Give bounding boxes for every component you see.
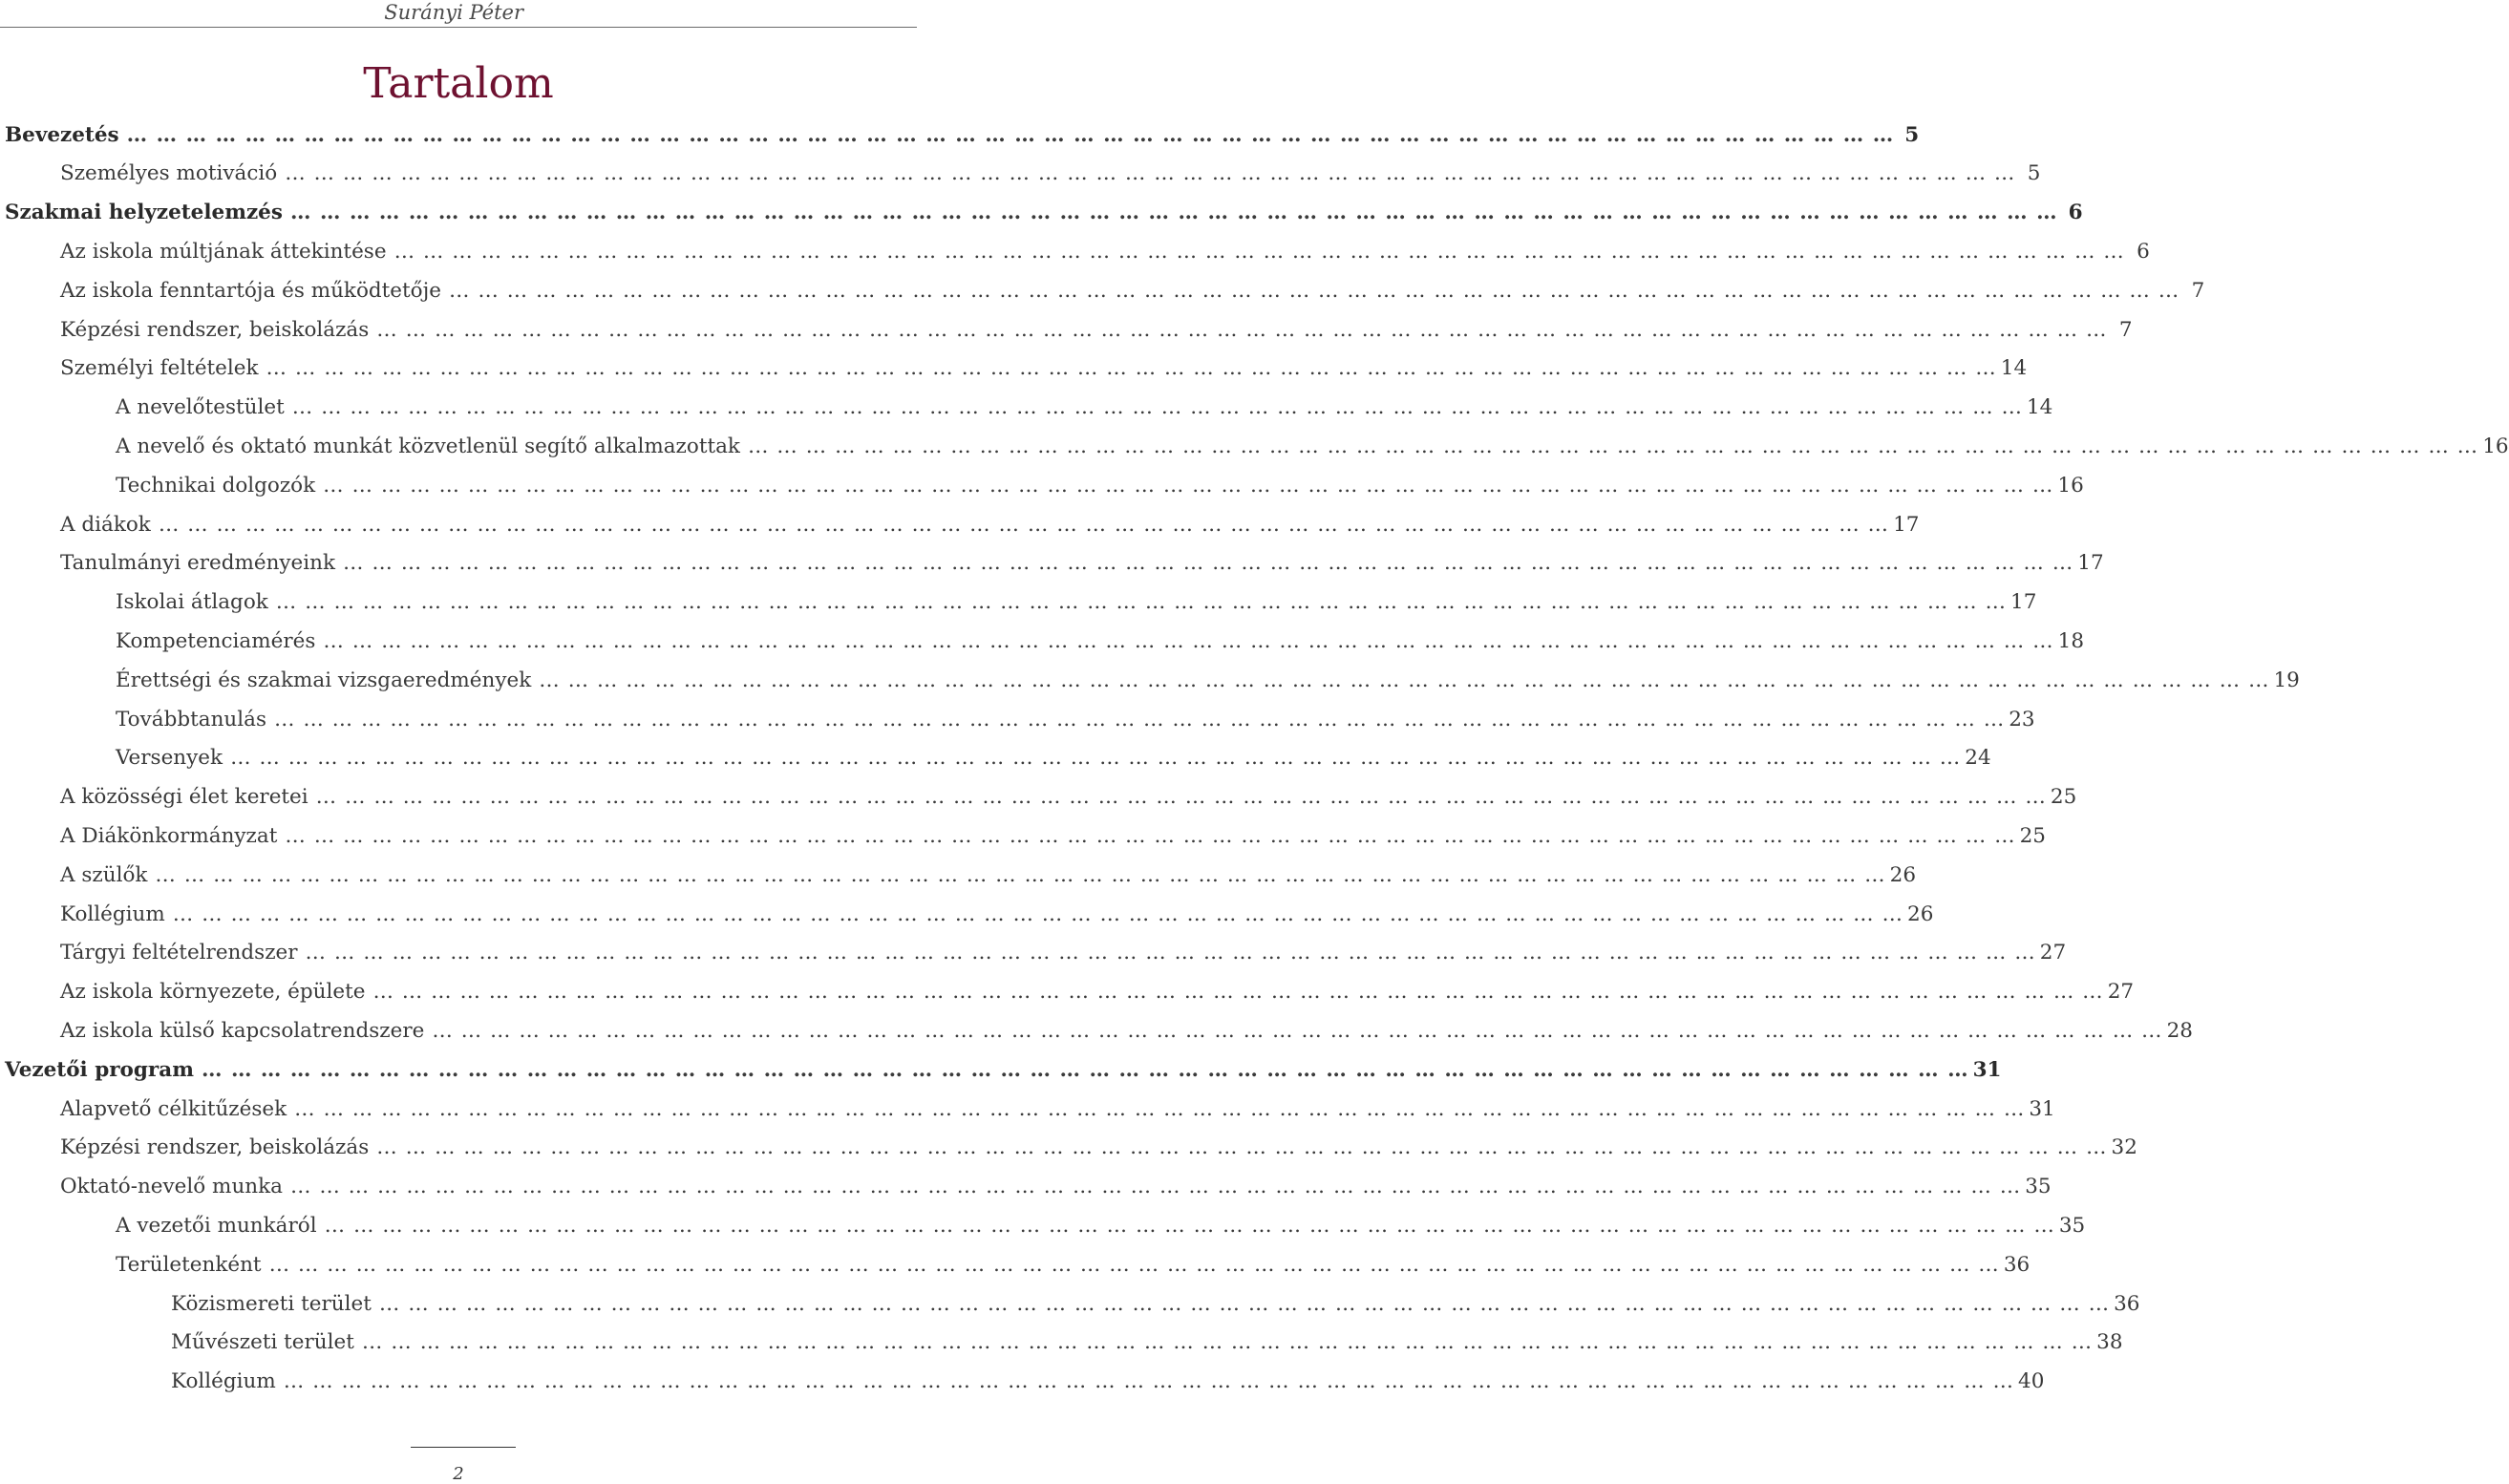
page-header — [0, 0, 917, 28]
toc-entry-page: 14 — [2026, 395, 2053, 420]
toc-entry[interactable] — [0, 1090, 2055, 1129]
toc-entry-page: 36 — [2114, 1291, 2140, 1316]
toc-entry[interactable] — [0, 505, 1920, 544]
toc-leader-dots: … … … … … … … … … … … … … … … … … … … … … … … … … … … … … … … … … … … … … … … … … … … … … … … … … … … … … … … … … … … … — [323, 473, 2054, 498]
toc-entry-page: 7 — [2191, 278, 2205, 303]
toc-leader-dots: … … … … … … … … … … … … … … … … … … … … … … … … … … … … … … … … … … … … … … … … … … … … … … … … … … … … … … … … … … … … — [305, 941, 2036, 965]
toc-leader-dots: … … … … … … … … … … … … … … … … … … … … … … … … … … … … … … … … … … … … … … … … … … … … … … … … … … … … … … … … … … … … — [289, 1175, 2022, 1199]
toc-leader-dots: … … … … … … … … … … … … … … … … … … … … … … … … … … … … … … … … … … … … … … … … … … … … … … … … … … … … … … … … … … … … — [372, 980, 2104, 1005]
toc-leader-dots: … … … … … … … … … … … … … … … … … … … … … … … … … … … … … … … … … … … … … … … … … … … … … … … … … … … … … … … … … … … … — [172, 901, 1904, 926]
toc-entry-label: A nevelőtestület — [116, 395, 285, 420]
toc-leader-dots: … … … … … … … … … … … … … … … … … … … … … … … … … … … … … … … … … … … … … … … … … … … … … … … … … … … … … … … … … … … … — [283, 1369, 2015, 1394]
toc-leader-dots: … … … … … … … … … … … … … … … … … … … … … … … … … … … … … … … … … … … … … … … … … … … … … … … … … … … … … … … … … … … … — [432, 1018, 2163, 1043]
toc-entry-label: Továbbtanulás — [116, 707, 266, 731]
toc-entry-label: Személyes motiváció — [60, 161, 278, 186]
toc-leader-dots: … … … … … … … … … … … … … … … … … … … … … … … … … … … … … … … … … … … … … … … … … … … … … … … … … … … … … … … … … … … … — [285, 823, 2016, 848]
toc-entry[interactable] — [0, 934, 2067, 973]
toc-entry[interactable] — [0, 427, 2509, 466]
toc-entry[interactable] — [0, 1206, 2086, 1245]
toc-entry[interactable] — [0, 1168, 2052, 1207]
toc-leader-dots: … … … … … … … … … … … … … … … … … … … … … … … … … … … … … … … … … … … … … … … … … … … … … … … … … … … … … … … … … … … … — [275, 590, 2008, 615]
toc-entry-page: 6 — [2137, 240, 2150, 265]
toc-entry-page: 24 — [1965, 746, 1991, 771]
toc-entry-label: Érettségi és szakmai vizsgaeredmények — [116, 668, 532, 692]
toc-entry-page: 26 — [1907, 901, 1934, 926]
toc-entry-page: 26 — [1889, 862, 1917, 887]
toc-entry[interactable] — [0, 194, 2083, 233]
toc-entry-label: Személyi feltételek — [60, 356, 259, 381]
toc-entry[interactable] — [0, 856, 1917, 895]
toc-entry-page: 19 — [2273, 668, 2300, 692]
toc-entry-label: Bevezetés — [5, 122, 119, 147]
toc-leader-dots: … … … … … … … … … … … … … … … … … … … … … … … … … … … … … … … … … … … … … … … … … … … … … … … … … … … … … … … … … … … … — [201, 1057, 1969, 1082]
toc-entry[interactable] — [0, 739, 1991, 778]
toc-entry-label: Vezetői program — [5, 1057, 194, 1082]
toc-entry[interactable] — [0, 155, 2041, 194]
toc-entry-label: Közismereti terület — [171, 1291, 372, 1316]
toc-entry-page: 32 — [2111, 1135, 2137, 1160]
toc-leader-dots: … … … … … … … … … … … … … … … … … … … … … … … … … … … … … … … … … … … … … … … … … … … … … … … … … … … … … … … … … … … … — [294, 1096, 2026, 1121]
toc-entry-page: 28 — [2166, 1018, 2193, 1043]
toc-entry-page: 31 — [2029, 1096, 2055, 1121]
toc-leader-dots: … … … … … … … … … … … … … … … … … … … … … … … … … … … … … … … … … … … … … … … … … … … … … … … … … … … … … … … … … … … … — [274, 707, 2006, 731]
toc-entry-label: Képzési rendszer, beiskolázás — [60, 1135, 370, 1160]
toc-entry-page: 17 — [2010, 590, 2037, 615]
toc-entry-label: Az iskola fenntartója és működtetője — [60, 278, 442, 303]
toc-entry[interactable] — [0, 1324, 2123, 1363]
toc-entry-page: 36 — [2003, 1252, 2031, 1277]
toc-entry[interactable] — [0, 583, 2037, 623]
toc-entry-label: Iskolai átlagok — [116, 590, 268, 615]
toc-entry-page: 17 — [1893, 512, 1920, 537]
toc-leader-dots: … … … … … … … … … … … … … … … … … … … … … … … … … … … … … … … … … … … … … … … … … … … … … … … … … … … … … … … … … … … … — [376, 317, 2108, 342]
toc-entry-page: 27 — [2107, 980, 2135, 1005]
toc-leader-dots: … … … … … … … … … … … … … … … … … … … … … … … … … … … … … … … … … … … … … … … … … … … … … … … … … … … … … … … … … … … … — [449, 278, 2180, 303]
toc-entry-page: 35 — [2058, 1213, 2086, 1238]
toc-entry[interactable] — [0, 466, 2084, 505]
toc-entry-label: Szakmai helyzetelemzés — [5, 201, 283, 225]
toc-entry-label: Tanulmányi eredményeink — [60, 551, 336, 576]
table-of-contents — [0, 116, 2509, 1401]
toc-entry-page: 16 — [2482, 435, 2509, 459]
toc-entry-label: A diákok — [60, 512, 151, 537]
toc-entry-label: Kollégium — [60, 901, 165, 926]
toc-entry[interactable] — [0, 895, 1934, 934]
toc-entry-page: 38 — [2096, 1330, 2123, 1355]
toc-entry-page: 31 — [1972, 1057, 2002, 1082]
toc-leader-dots: … … … … … … … … … … … … … … … … … … … … … … … … … … … … … … … … … … … … … … … … … … … … … … … … … … … … … … … … … … … … — [361, 1330, 2094, 1355]
toc-entry-page: 7 — [2118, 317, 2133, 342]
toc-entry-page: 5 — [1904, 122, 1920, 147]
toc-entry[interactable] — [0, 1284, 2140, 1324]
toc-leader-dots: … … … … … … … … … … … … … … … … … … … … … … … … … … … … … … … … … … … … … … … … … … … … … … … … … … … … … … … … … … … … — [289, 201, 2058, 225]
toc-entry[interactable] — [0, 1011, 2193, 1050]
toc-entry-label: Alapvető célkitűzések — [60, 1096, 287, 1121]
toc-entry-label: Versenyek — [116, 746, 223, 771]
toc-entry-page: 25 — [2019, 823, 2046, 848]
toc-leader-dots: … … … … … … … … … … … … … … … … … … … … … … … … … … … … … … … … … … … … … … … … … … … … … … … … … … … … … … … … … … … … — [155, 862, 1886, 887]
toc-entry-label: Művészeti terület — [171, 1330, 354, 1355]
toc-entry-page: 5 — [2027, 161, 2041, 186]
page-number: 2 — [453, 1464, 464, 1484]
toc-leader-dots: … … … … … … … … … … … … … … … … … … … … … … … … … … … … … … … … … … … … … … … … … … … … … … … … … … … … … … … … … … … … — [393, 240, 2125, 265]
toc-entry-label: Az iskola külső kapcsolatrendszere — [60, 1018, 425, 1043]
toc-leader-dots: … … … … … … … … … … … … … … … … … … … … … … … … … … … … … … … … … … … … … … … … … … … … … … … … … … … … … … … … … … … … — [266, 356, 1997, 381]
footer-rule — [411, 1447, 516, 1448]
toc-entry-page: 17 — [2077, 551, 2104, 576]
toc-leader-dots: … … … … … … … … … … … … … … … … … … … … … … … … … … … … … … … … … … … … … … … … … … … … … … … … … … … … … … … … … … … … — [291, 395, 2023, 420]
toc-entry[interactable] — [0, 661, 2300, 700]
toc-leader-dots: … … … … … … … … … … … … … … … … … … … … … … … … … … … … … … … … … … … … … … … … … … … … … … … … … … … … … … … … … … … … — [378, 1291, 2111, 1316]
toc-leader-dots: … … … … … … … … … … … … … … … … … … … … … … … … … … … … … … … … … … … … … … … … … … … … … … … … … … … … … … … … … … … … — [376, 1135, 2108, 1160]
toc-entry[interactable] — [0, 700, 2035, 739]
toc-entry-label: Kollégium — [171, 1369, 276, 1394]
toc-entry[interactable] — [0, 622, 2084, 661]
toc-entry[interactable] — [0, 350, 2028, 389]
toc-entry-label: A vezetői munkáról — [116, 1213, 317, 1238]
toc-leader-dots: … … … … … … … … … … … … … … … … … … … … … … … … … … … … … … … … … … … … … … … … … … … … … … … … … … … … … … … … … … … … — [126, 122, 1895, 147]
toc-entry-page: 40 — [2018, 1369, 2045, 1394]
toc-entry[interactable] — [0, 1050, 2002, 1090]
toc-entry[interactable] — [0, 271, 2205, 310]
toc-entry[interactable] — [0, 116, 1920, 155]
toc-entry-page: 27 — [2039, 941, 2067, 965]
toc-entry-page: 18 — [2057, 629, 2084, 653]
toc-entry[interactable] — [0, 389, 2053, 428]
page-title: Tartalom — [363, 59, 554, 108]
toc-leader-dots: … … … … … … … … … … … … … … … … … … … … … … … … … … … … … … … … … … … … … … … … … … … … … … … … … … … … … … … … … … … … — [539, 668, 2270, 692]
toc-entry[interactable] — [0, 544, 2104, 583]
toc-leader-dots: … … … … … … … … … … … … … … … … … … … … … … … … … … … … … … … … … … … … … … … … … … … … … … … … … … … … … … … … … … … … — [324, 1213, 2055, 1238]
toc-leader-dots: … … … … … … … … … … … … … … … … … … … … … … … … … … … … … … … … … … … … … … … … … … … … … … … … … … … … … … … … … … … … — [343, 551, 2074, 576]
toc-entry[interactable] — [0, 816, 2046, 856]
toc-entry-label: Az iskola környezete, épülete — [60, 980, 366, 1005]
author-name: Surányi Péter — [384, 1, 523, 24]
toc-entry-label: Kompetenciamérés — [116, 629, 316, 653]
toc-entry-label: Képzési rendszer, beiskolázás — [60, 317, 370, 342]
toc-leader-dots: … … … … … … … … … … … … … … … … … … … … … … … … … … … … … … … … … … … … … … … … … … … … … … … … … … … … … … … … … … … … — [747, 435, 2479, 459]
toc-entry[interactable] — [0, 232, 2150, 271]
toc-entry-page: 25 — [2050, 785, 2077, 810]
toc-entry-label: A Diákönkormányzat — [60, 823, 278, 848]
toc-entry-label: Az iskola múltjának áttekintése — [60, 240, 387, 265]
toc-entry[interactable] — [0, 1129, 2137, 1168]
toc-entry-label: Területenként — [116, 1252, 262, 1277]
toc-leader-dots: … … … … … … … … … … … … … … … … … … … … … … … … … … … … … … … … … … … … … … … … … … … … … … … … … … … … … … … … … … … … — [285, 161, 2016, 186]
toc-entry[interactable] — [0, 310, 2133, 350]
toc-entry[interactable] — [0, 778, 2077, 817]
toc-leader-dots: … … … … … … … … … … … … … … … … … … … … … … … … … … … … … … … … … … … … … … … … … … … … … … … … … … … … … … … … … … … … — [268, 1252, 2000, 1277]
toc-entry-label: Oktató-nevelő munka — [60, 1175, 283, 1199]
toc-leader-dots: … … … … … … … … … … … … … … … … … … … … … … … … … … … … … … … … … … … … … … … … … … … … … … … … … … … … … … … … … … … … — [315, 785, 2047, 810]
toc-leader-dots: … … … … … … … … … … … … … … … … … … … … … … … … … … … … … … … … … … … … … … … … … … … … … … … … … … … … … … … … … … … … — [158, 512, 1890, 537]
toc-entry[interactable] — [0, 1245, 2031, 1284]
toc-entry-label: Tárgyi feltételrendszer — [60, 941, 298, 965]
toc-entry[interactable] — [0, 1363, 2045, 1402]
toc-entry-label: A szülők — [60, 862, 148, 887]
toc-leader-dots: … … … … … … … … … … … … … … … … … … … … … … … … … … … … … … … … … … … … … … … … … … … … … … … … … … … … … … … … … … … … — [230, 746, 1962, 771]
toc-entry-page: 23 — [2009, 707, 2035, 731]
toc-entry[interactable] — [0, 973, 2135, 1012]
toc-entry-label: A közösségi élet keretei — [60, 785, 308, 810]
toc-entry-label: Technikai dolgozók — [116, 473, 316, 498]
toc-leader-dots: … … … … … … … … … … … … … … … … … … … … … … … … … … … … … … … … … … … … … … … … … … … … … … … … … … … … … … … … … … … … — [323, 629, 2054, 653]
toc-entry-page: 35 — [2025, 1175, 2052, 1199]
toc-entry-page: 6 — [2068, 201, 2083, 225]
toc-entry-page: 14 — [2000, 356, 2028, 381]
toc-entry-page: 16 — [2057, 473, 2084, 498]
toc-entry-label: A nevelő és oktató munkát közvetlenül segítő alkalmazottak — [116, 435, 740, 459]
